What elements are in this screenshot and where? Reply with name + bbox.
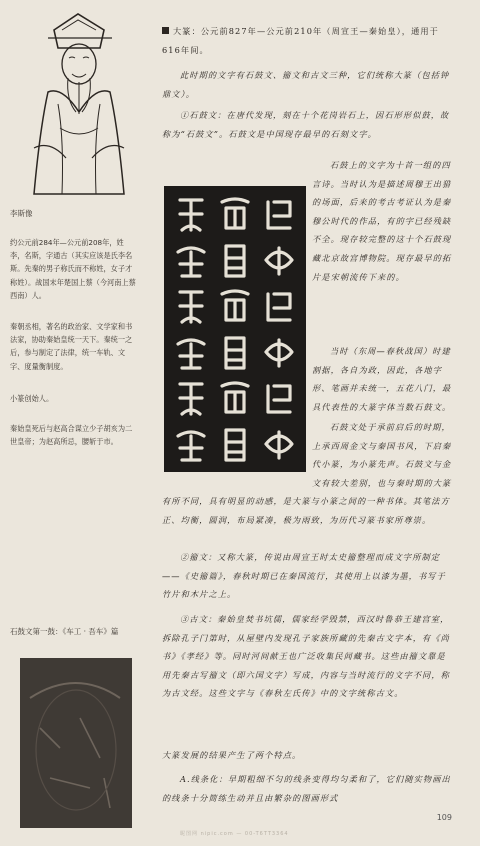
creator-text: 小篆创始人。 xyxy=(10,394,54,403)
stone-drum-rubbing-image xyxy=(20,658,132,828)
paragraph-poem: 石鼓上的文字为十首一组的四言诗。当时认为是描述周穆王出猎的场面，后来的考古考证认为是秦穆公时代的作品，有的字已经残缺不全。现存较完整的这十个石鼓现藏北京故宫博物院。现存最早的拓片是宋朝流传下来的。 xyxy=(312,160,452,282)
portrait-caption: 李斯像 xyxy=(10,209,33,218)
page-number: 109 xyxy=(436,813,452,822)
paragraph-result: 大篆发展的结果产生了两个特点。 xyxy=(162,750,302,760)
paragraph-transition: 石鼓文处于承前启后的时期，上承西周金文与秦国书风，下启秦代小篆，为小篆先声。石鼓文与金文有较大差别，也与秦时期的大篆有所不同，具有明显的动感，是大篆与小篆之间的一种书体。其笔法方正、均衡，圆润，布局紧凑，极为雨致，为历代习篆书家所尊崇。 xyxy=(162,422,452,525)
paragraph-transition-wrapper xyxy=(162,418,452,530)
float-spacer-2 xyxy=(162,418,312,492)
watermark-text: 昵图网 nipic.com — 00-T6TT3364 xyxy=(180,831,289,837)
heading-bullet-icon xyxy=(162,27,169,34)
paragraph-warring-states: 当时（东周—春秋战国）时建割据，各自为政，因此，各地字形、笔画并未统一，五花八门，最具代表性的大篆字体当数石鼓文。 xyxy=(312,346,452,412)
paragraph-poem-wrapper xyxy=(162,156,452,306)
death-text: 秦始皇死后与赵高合谋立少子胡亥为二世皇帝；为赵高所忌，腰斩于市。 xyxy=(10,424,133,447)
paragraph-linearization: A.线条化：早期粗细不匀的线条变得均匀柔和了，它们随实物画出的线条十分简练生动并且由繁杂的图画形式 xyxy=(162,774,451,803)
achievement-text: 秦朝丞相，著名的政治家、文学家和书法家，协助秦始皇统一天下。秦统一之后，参与制定了法律，统一车轨、文字、度量衡制度。 xyxy=(10,322,133,371)
paragraph-zhouwen: ②籀文：又称大篆，传说由周宣王时太史籀整理而成文字所制定——《史籀篇》，春秋时期已在秦国流行，其使用上以漆为墨，书写于竹片和木片之上。 xyxy=(162,552,446,600)
rubbing-caption: 石鼓文第一鼓：《车工 · 吾车》篇 xyxy=(10,627,119,636)
section-heading xyxy=(162,22,452,59)
paragraph-intro: 此时期的文字有石鼓文、籀文和古文三种，它们统称大篆（包括钟鼎文）。 xyxy=(162,70,450,99)
paragraph-guwen: ③古文：秦始皇焚书坑儒，儒家经学毁禁，西汉时鲁恭王建宫室，拆除孔子门第时，从屋壁内发现孔子家族所藏的先秦古文字本，有《尚书》《孝经》等。同时河间献王也广泛收集民间藏书。这些由籀文靠是用先秦古写籀文（即六国文字）写成，内容与当时流行的文字不同，称为古文经。这些文字与《春秋左氏传》中的文字统称古文。 xyxy=(162,614,450,699)
sidebar xyxy=(0,0,152,846)
paragraph-stone-drum: ①石鼓文：在唐代发现，刻在十个花岗岩石上，因石形形似鼓，故称为“石鼓文”。石鼓文是中国现存最早的石刻文字。 xyxy=(162,110,450,139)
heading-text: 大篆：公元前827年—公元前210年（周宣王—秦始皇），通用于616年间。 xyxy=(162,26,439,55)
li-si-portrait-image xyxy=(20,8,138,198)
bio-text: 约公元前284年—公元前208年，姓李，名斯，字通古（其实应该是氏李名斯。先秦的男子称氏而不称姓，女子才称姓）。战国末年楚国上蔡（今河南上蔡西南）人。 xyxy=(10,238,136,300)
